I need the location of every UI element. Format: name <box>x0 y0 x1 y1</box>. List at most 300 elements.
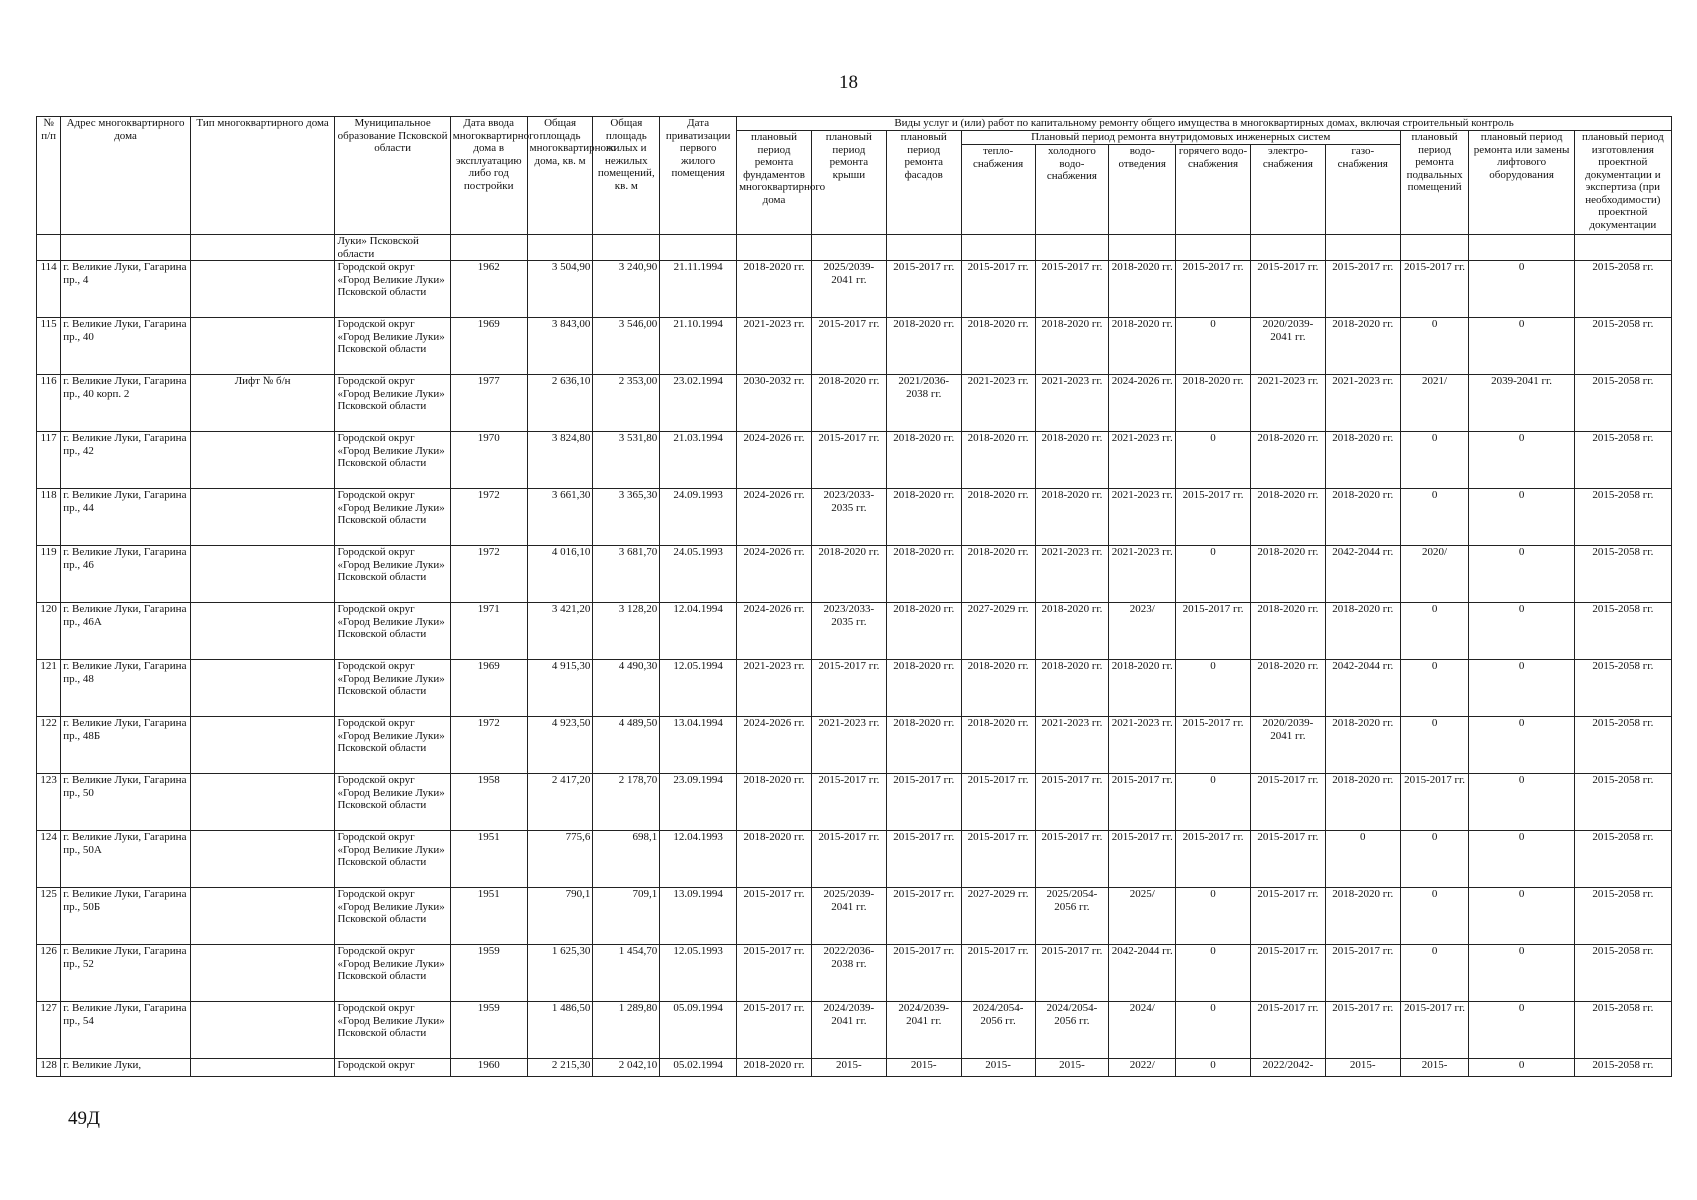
cell-elevator: 0 <box>1469 717 1574 774</box>
cell-type <box>190 717 335 774</box>
cell-municipality: Городской округ «Город Великие Луки» Псковской области <box>335 888 450 945</box>
cell-roof: 2025/2039-2041 гг. <box>811 888 886 945</box>
cell-hot: 2015-2017 гг. <box>1176 603 1251 660</box>
cell-heat: 2015-2017 гг. <box>961 945 1035 1002</box>
cell-year: 1951 <box>450 888 527 945</box>
cell-municipality: Городской округ «Город Великие Луки» Псковской области <box>335 375 450 432</box>
cell-drain: 2021-2023 гг. <box>1109 546 1176 603</box>
cell-drain: 2025/ <box>1109 888 1176 945</box>
cell-heat: 2018-2020 гг. <box>961 489 1035 546</box>
cell-hot: 0 <box>1176 546 1251 603</box>
cell-elec: 2018-2020 гг. <box>1250 489 1325 546</box>
cell-design: 2015-2058 гг. <box>1574 489 1671 546</box>
cell-priv: 23.02.1994 <box>660 375 737 432</box>
cell-year: 1958 <box>450 774 527 831</box>
cell-facade: 2018-2020 гг. <box>886 717 961 774</box>
cell-priv: 21.03.1994 <box>660 432 737 489</box>
cell-heat: 2027-2029 гг. <box>961 888 1035 945</box>
cell-basement: 0 <box>1400 945 1469 1002</box>
cell-address: г. Великие Луки, Гагарина пр., 50Б <box>61 888 191 945</box>
cell-area: 1 486,50 <box>527 1002 593 1059</box>
cell-drain: 2021-2023 гг. <box>1109 717 1176 774</box>
cell-area: 2 417,20 <box>527 774 593 831</box>
header-gas: газо-снабжения <box>1325 145 1400 235</box>
cell-cold: 2021-2023 гг. <box>1035 375 1109 432</box>
cell-address: г. Великие Луки, Гагарина пр., 4 <box>61 261 191 318</box>
cell-type <box>190 546 335 603</box>
cell-heat: 2024/2054-2056 гг. <box>961 1002 1035 1059</box>
cell-area_premises: 2 178,70 <box>593 774 660 831</box>
cell-basement: 2015-2017 гг. <box>1400 261 1469 318</box>
cell-drain: 2018-2020 гг. <box>1109 318 1176 375</box>
cell-area: 4 915,30 <box>527 660 593 717</box>
cell-year: 1959 <box>450 945 527 1002</box>
cell-basement: 2020/ <box>1400 546 1469 603</box>
cell-type <box>190 945 335 1002</box>
cell-num: 118 <box>37 489 61 546</box>
continuation-row <box>37 235 1672 261</box>
cell-hot: 2015-2017 гг. <box>1176 489 1251 546</box>
cell-roof: 2015-2017 гг. <box>811 774 886 831</box>
cell-roof: 2015-2017 гг. <box>811 432 886 489</box>
cell-basement: 0 <box>1400 318 1469 375</box>
cell-basement: 2015- <box>1400 1059 1469 1077</box>
cell-basement: 0 <box>1400 888 1469 945</box>
cell-heat: 2018-2020 гг. <box>961 717 1035 774</box>
cell-roof: 2015-2017 гг. <box>811 660 886 717</box>
cell-facade: 2015-2017 гг. <box>886 774 961 831</box>
cell-elevator: 0 <box>1469 774 1574 831</box>
header-design-docs: плановый период изготовления проектной документации и экспертиза (при необходимости) проектной документации <box>1574 131 1671 235</box>
table-row <box>37 945 1672 1002</box>
header-electric: электро-снабжения <box>1250 145 1325 235</box>
cell-type <box>190 489 335 546</box>
cell-facade: 2015- <box>886 1059 961 1077</box>
cell-drain: 2023/ <box>1109 603 1176 660</box>
cell-type <box>190 888 335 945</box>
cell-num: 123 <box>37 774 61 831</box>
cell-foundation: 2021-2023 гг. <box>737 660 812 717</box>
cell-priv: 23.09.1994 <box>660 774 737 831</box>
cell-area: 775,6 <box>527 831 593 888</box>
cell-hot: 0 <box>1176 318 1251 375</box>
cell-address: г. Великие Луки, Гагарина пр., 52 <box>61 945 191 1002</box>
header-drainage: водо-отведения <box>1109 145 1176 235</box>
cell-gas: 2021-2023 гг. <box>1325 375 1400 432</box>
cell-design: 2015-2058 гг. <box>1574 774 1671 831</box>
cell-foundation: 2018-2020 гг. <box>737 1059 812 1077</box>
cell-design: 2015-2058 гг. <box>1574 375 1671 432</box>
cell-facade: 2021/2036-2038 гг. <box>886 375 961 432</box>
cell-elevator: 0 <box>1469 660 1574 717</box>
cell-elevator: 0 <box>1469 318 1574 375</box>
cell-area: 4 016,10 <box>527 546 593 603</box>
cell-basement: 2021/ <box>1400 375 1469 432</box>
cell-area: 3 824,80 <box>527 432 593 489</box>
cell-cold: 2015-2017 гг. <box>1035 774 1109 831</box>
cell-elevator: 0 <box>1469 1002 1574 1059</box>
cell-area_premises: 3 240,90 <box>593 261 660 318</box>
table-row <box>37 660 1672 717</box>
cell-area: 2 215,30 <box>527 1059 593 1077</box>
table-row <box>37 1059 1672 1077</box>
cell-foundation: 2024-2026 гг. <box>737 432 812 489</box>
cell-facade: 2015-2017 гг. <box>886 888 961 945</box>
cell-foundation: 2024-2026 гг. <box>737 717 812 774</box>
cell-municipality: Городской округ «Город Великие Луки» Псковской области <box>335 831 450 888</box>
header-total-area: Общая площадь многоквартирного дома, кв. м <box>527 117 593 235</box>
cell-municipality: Городской округ «Город Великие Луки» Псковской области <box>335 603 450 660</box>
cell-area_premises: 698,1 <box>593 831 660 888</box>
cell-heat: 2018-2020 гг. <box>961 432 1035 489</box>
cell-area_premises: 3 365,30 <box>593 489 660 546</box>
cell-priv: 24.09.1993 <box>660 489 737 546</box>
header-hot-water: горячего водо-снабжения <box>1176 145 1251 235</box>
cell-heat: 2018-2020 гг. <box>961 660 1035 717</box>
header-num: № п/п <box>37 117 61 235</box>
cell-elec: 2015-2017 гг. <box>1250 888 1325 945</box>
cell-roof: 2022/2036-2038 гг. <box>811 945 886 1002</box>
cell-cold: 2015-2017 гг. <box>1035 945 1109 1002</box>
cell-hot: 2015-2017 гг. <box>1176 717 1251 774</box>
cell-area: 790,1 <box>527 888 593 945</box>
cell-foundation: 2015-2017 гг. <box>737 1002 812 1059</box>
cell-area: 1 625,30 <box>527 945 593 1002</box>
cell-address: г. Великие Луки, Гагарина пр., 54 <box>61 1002 191 1059</box>
cell-area_premises: 4 490,30 <box>593 660 660 717</box>
cell-year: 1962 <box>450 261 527 318</box>
header-foundation: плановый период ремонта фундаментов многоквартирного дома <box>737 131 812 235</box>
cell-gas: 2042-2044 гг. <box>1325 546 1400 603</box>
cell-foundation: 2015-2017 гг. <box>737 888 812 945</box>
header-heat: тепло-снабжения <box>961 145 1035 235</box>
cell-foundation: 2030-2032 гг. <box>737 375 812 432</box>
cell-heat: 2015-2017 гг. <box>961 774 1035 831</box>
cell-heat: 2018-2020 гг. <box>961 318 1035 375</box>
cell-type <box>190 603 335 660</box>
cell-hot: 2015-2017 гг. <box>1176 831 1251 888</box>
table-row <box>37 888 1672 945</box>
cell-num: 122 <box>37 717 61 774</box>
cell-heat: 2015- <box>961 1059 1035 1077</box>
header-type: Тип многоквартирного дома <box>190 117 335 235</box>
cell-elevator: 0 <box>1469 603 1574 660</box>
cell-year: 1959 <box>450 1002 527 1059</box>
table-row <box>37 375 1672 432</box>
table-row <box>37 489 1672 546</box>
table-row <box>37 774 1672 831</box>
cell-hot: 0 <box>1176 774 1251 831</box>
cell-type <box>190 1002 335 1059</box>
cell-cold: 2015-2017 гг. <box>1035 261 1109 318</box>
cell-priv: 12.05.1993 <box>660 945 737 1002</box>
cell-design: 2015-2058 гг. <box>1574 831 1671 888</box>
cell-elec: 2018-2020 гг. <box>1250 546 1325 603</box>
cell-area: 3 843,00 <box>527 318 593 375</box>
cell-area: 3 421,20 <box>527 603 593 660</box>
cell-municipality: Городской округ «Город Великие Луки» Псковской области <box>335 774 450 831</box>
cell-heat: 2015-2017 гг. <box>961 261 1035 318</box>
cell-address: г. Великие Луки, Гагарина пр., 40 <box>61 318 191 375</box>
cell-foundation: 2021-2023 гг. <box>737 318 812 375</box>
cell-hot: 0 <box>1176 1002 1251 1059</box>
cell-municipality: Городской округ «Город Великие Луки» Псковской области <box>335 660 450 717</box>
cell-design: 2015-2058 гг. <box>1574 318 1671 375</box>
cell-elec: 2015-2017 гг. <box>1250 1002 1325 1059</box>
cell-type <box>190 318 335 375</box>
cell-year: 1969 <box>450 318 527 375</box>
cell-num: 128 <box>37 1059 61 1077</box>
header-municipality: Муниципальное образование Псковской области <box>335 117 450 235</box>
cell-gas: 2018-2020 гг. <box>1325 603 1400 660</box>
table-row <box>37 432 1672 489</box>
cell-area_premises: 1 454,70 <box>593 945 660 1002</box>
cell-num: 117 <box>37 432 61 489</box>
cell-drain: 2015-2017 гг. <box>1109 774 1176 831</box>
table-row <box>37 261 1672 318</box>
cell-elec: 2020/2039-2041 гг. <box>1250 717 1325 774</box>
cell-area_premises: 3 531,80 <box>593 432 660 489</box>
cell-address: г. Великие Луки, Гагарина пр., 48Б <box>61 717 191 774</box>
cell-heat: 2018-2020 гг. <box>961 546 1035 603</box>
cell-drain: 2021-2023 гг. <box>1109 432 1176 489</box>
cell-type <box>190 774 335 831</box>
cell-municipality: Городской округ «Город Великие Луки» Псковской области <box>335 1002 450 1059</box>
cell-elevator: 0 <box>1469 489 1574 546</box>
cell-design: 2015-2058 гг. <box>1574 1059 1671 1077</box>
cell-drain: 2042-2044 гг. <box>1109 945 1176 1002</box>
cell-priv: 12.05.1994 <box>660 660 737 717</box>
cell-area_premises: 4 489,50 <box>593 717 660 774</box>
cell-drain: 2015-2017 гг. <box>1109 831 1176 888</box>
cell-num: 121 <box>37 660 61 717</box>
cell-address: г. Великие Луки, Гагарина пр., 40 корп. 2 <box>61 375 191 432</box>
cell-cold: 2018-2020 гг. <box>1035 432 1109 489</box>
cell-elec: 2020/2039-2041 гг. <box>1250 318 1325 375</box>
page-number: 18 <box>839 72 858 93</box>
footer-code: 49Д <box>68 1108 100 1129</box>
cell-gas: 2018-2020 гг. <box>1325 717 1400 774</box>
header-basement: плановый период ремонта подвальных помещений <box>1400 131 1469 235</box>
cell-basement: 2015-2017 гг. <box>1400 1002 1469 1059</box>
cell-drain: 2021-2023 гг. <box>1109 489 1176 546</box>
cell-elec: 2021-2023 гг. <box>1250 375 1325 432</box>
cell-elevator: 0 <box>1469 888 1574 945</box>
cell-municipality: Городской округ «Город Великие Луки» Псковской области <box>335 318 450 375</box>
cell-year: 1951 <box>450 831 527 888</box>
header-works-group: Виды услуг и (или) работ по капитальному ремонту общего имущества в многоквартирных домах, включая строительный контроль <box>737 117 1672 131</box>
cell-elec: 2018-2020 гг. <box>1250 660 1325 717</box>
cell-type: Лифт № б/н <box>190 375 335 432</box>
table-row <box>37 546 1672 603</box>
cell-municipality: Городской округ <box>335 1059 450 1077</box>
cell-year: 1972 <box>450 717 527 774</box>
cell-facade: 2015-2017 гг. <box>886 831 961 888</box>
cell-roof: 2015- <box>811 1059 886 1077</box>
cell-basement: 0 <box>1400 660 1469 717</box>
cell-municipality: Городской округ «Город Великие Луки» Псковской области <box>335 261 450 318</box>
header-privatization-date: Дата приватизации первого жилого помещения <box>660 117 737 235</box>
cell-address: г. Великие Луки, Гагарина пр., 48 <box>61 660 191 717</box>
cell-design: 2015-2058 гг. <box>1574 717 1671 774</box>
cell-gas: 2018-2020 гг. <box>1325 489 1400 546</box>
cell-heat: 2027-2029 гг. <box>961 603 1035 660</box>
cell-foundation: 2024-2026 гг. <box>737 489 812 546</box>
cell-municipality: Луки» Псковской области <box>335 235 450 261</box>
cell-heat: 2015-2017 гг. <box>961 831 1035 888</box>
cell-gas: 2018-2020 гг. <box>1325 888 1400 945</box>
cell-hot: 0 <box>1176 432 1251 489</box>
cell-roof: 2023/2033-2035 гг. <box>811 603 886 660</box>
cell-design: 2015-2058 гг. <box>1574 888 1671 945</box>
cell-facade: 2018-2020 гг. <box>886 546 961 603</box>
cell-roof: 2021-2023 гг. <box>811 717 886 774</box>
cell-basement: 0 <box>1400 489 1469 546</box>
table-row <box>37 717 1672 774</box>
cell-municipality: Городской округ «Город Великие Луки» Псковской области <box>335 945 450 1002</box>
cell-elevator: 0 <box>1469 945 1574 1002</box>
cell-area_premises: 1 289,80 <box>593 1002 660 1059</box>
cell-drain: 2018-2020 гг. <box>1109 261 1176 318</box>
header-elevator: плановый период ремонта или замены лифтового оборудования <box>1469 131 1574 235</box>
cell-address: г. Великие Луки, Гагарина пр., 44 <box>61 489 191 546</box>
cell-municipality: Городской округ «Город Великие Луки» Псковской области <box>335 717 450 774</box>
cell-area: 2 636,10 <box>527 375 593 432</box>
cell-priv: 05.02.1994 <box>660 1059 737 1077</box>
cell-roof: 2018-2020 гг. <box>811 375 886 432</box>
cell-address: г. Великие Луки, Гагарина пр., 42 <box>61 432 191 489</box>
cell-municipality: Городской округ «Город Великие Луки» Псковской области <box>335 546 450 603</box>
cell-priv: 24.05.1993 <box>660 546 737 603</box>
cell-drain: 2022/ <box>1109 1059 1176 1077</box>
cell-type <box>190 831 335 888</box>
cell-facade: 2015-2017 гг. <box>886 945 961 1002</box>
cell-hot: 0 <box>1176 660 1251 717</box>
cell-priv: 21.11.1994 <box>660 261 737 318</box>
cell-gas: 2015-2017 гг. <box>1325 1002 1400 1059</box>
cell-address: г. Великие Луки, Гагарина пр., 50А <box>61 831 191 888</box>
cell-cold: 2018-2020 гг. <box>1035 318 1109 375</box>
cell-year: 1969 <box>450 660 527 717</box>
cell-num: 115 <box>37 318 61 375</box>
cell-priv: 21.10.1994 <box>660 318 737 375</box>
cell-year: 1970 <box>450 432 527 489</box>
cell-cold: 2018-2020 гг. <box>1035 489 1109 546</box>
cell-area_premises: 2 042,10 <box>593 1059 660 1077</box>
cell-type <box>190 261 335 318</box>
cell-hot: 0 <box>1176 888 1251 945</box>
cell-design: 2015-2058 гг. <box>1574 945 1671 1002</box>
cell-area_premises: 3 128,20 <box>593 603 660 660</box>
cell-elevator: 0 <box>1469 831 1574 888</box>
cell-foundation: 2015-2017 гг. <box>737 945 812 1002</box>
cell-elec: 2015-2017 гг. <box>1250 774 1325 831</box>
cell-roof: 2015-2017 гг. <box>811 831 886 888</box>
cell-basement: 0 <box>1400 603 1469 660</box>
cell-basement: 0 <box>1400 717 1469 774</box>
capital-repair-table <box>36 116 1672 1077</box>
cell-elec: 2015-2017 гг. <box>1250 261 1325 318</box>
cell-num: 116 <box>37 375 61 432</box>
cell-roof: 2025/2039-2041 гг. <box>811 261 886 318</box>
cell-drain: 2024-2026 гг. <box>1109 375 1176 432</box>
cell-hot: 0 <box>1176 945 1251 1002</box>
cell-address: г. Великие Луки, Гагарина пр., 50 <box>61 774 191 831</box>
cell-year: 1960 <box>450 1059 527 1077</box>
cell-elevator: 0 <box>1469 546 1574 603</box>
cell-num: 125 <box>37 888 61 945</box>
cell-foundation: 2024-2026 гг. <box>737 603 812 660</box>
cell-num: 126 <box>37 945 61 1002</box>
cell-facade: 2015-2017 гг. <box>886 261 961 318</box>
cell-design: 2015-2058 гг. <box>1574 546 1671 603</box>
cell-roof: 2018-2020 гг. <box>811 546 886 603</box>
cell-priv: 13.09.1994 <box>660 888 737 945</box>
cell-cold: 2018-2020 гг. <box>1035 603 1109 660</box>
cell-municipality: Городской округ «Город Великие Луки» Псковской области <box>335 432 450 489</box>
cell-area_premises: 3 546,00 <box>593 318 660 375</box>
cell-design: 2015-2058 гг. <box>1574 603 1671 660</box>
cell-elec: 2018-2020 гг. <box>1250 432 1325 489</box>
cell-elevator: 2039-2041 гг. <box>1469 375 1574 432</box>
cell-type <box>190 660 335 717</box>
cell-gas: 2018-2020 гг. <box>1325 774 1400 831</box>
cell-num: 127 <box>37 1002 61 1059</box>
cell-elec: 2015-2017 гг. <box>1250 831 1325 888</box>
cell-area_premises: 3 681,70 <box>593 546 660 603</box>
cell-address: г. Великие Луки, Гагарина пр., 46 <box>61 546 191 603</box>
cell-hot: 2018-2020 гг. <box>1176 375 1251 432</box>
table-body <box>37 235 1672 1077</box>
cell-gas: 2015-2017 гг. <box>1325 261 1400 318</box>
cell-num: 124 <box>37 831 61 888</box>
cell-foundation: 2024-2026 гг. <box>737 546 812 603</box>
cell-foundation: 2018-2020 гг. <box>737 261 812 318</box>
cell-facade: 2024/2039-2041 гг. <box>886 1002 961 1059</box>
cell-heat: 2021-2023 гг. <box>961 375 1035 432</box>
cell-address: г. Великие Луки, <box>61 1059 191 1077</box>
cell-type <box>190 1059 335 1077</box>
table-row <box>37 318 1672 375</box>
cell-gas: 2042-2044 гг. <box>1325 660 1400 717</box>
cell-gas: 2018-2020 гг. <box>1325 432 1400 489</box>
cell-foundation: 2018-2020 гг. <box>737 831 812 888</box>
cell-area: 3 661,30 <box>527 489 593 546</box>
cell-year: 1972 <box>450 489 527 546</box>
cell-design: 2015-2058 гг. <box>1574 660 1671 717</box>
cell-cold: 2025/2054-2056 гг. <box>1035 888 1109 945</box>
cell-design: 2015-2058 гг. <box>1574 1002 1671 1059</box>
cell-num: 114 <box>37 261 61 318</box>
cell-basement: 0 <box>1400 432 1469 489</box>
cell-elevator: 0 <box>1469 432 1574 489</box>
cell-cold: 2015-2017 гг. <box>1035 831 1109 888</box>
table-row <box>37 603 1672 660</box>
cell-facade: 2018-2020 гг. <box>886 432 961 489</box>
cell-gas: 0 <box>1325 831 1400 888</box>
cell-roof: 2015-2017 гг. <box>811 318 886 375</box>
header-facade: плановый период ремонта фасадов <box>886 131 961 235</box>
cell-facade: 2018-2020 гг. <box>886 603 961 660</box>
cell-basement: 2015-2017 гг. <box>1400 774 1469 831</box>
cell-drain: 2018-2020 гг. <box>1109 660 1176 717</box>
cell-year: 1971 <box>450 603 527 660</box>
header-roof: плановый период ремонта крыши <box>811 131 886 235</box>
table-row <box>37 831 1672 888</box>
cell-elec: 2015-2017 гг. <box>1250 945 1325 1002</box>
cell-priv: 05.09.1994 <box>660 1002 737 1059</box>
cell-num: 120 <box>37 603 61 660</box>
